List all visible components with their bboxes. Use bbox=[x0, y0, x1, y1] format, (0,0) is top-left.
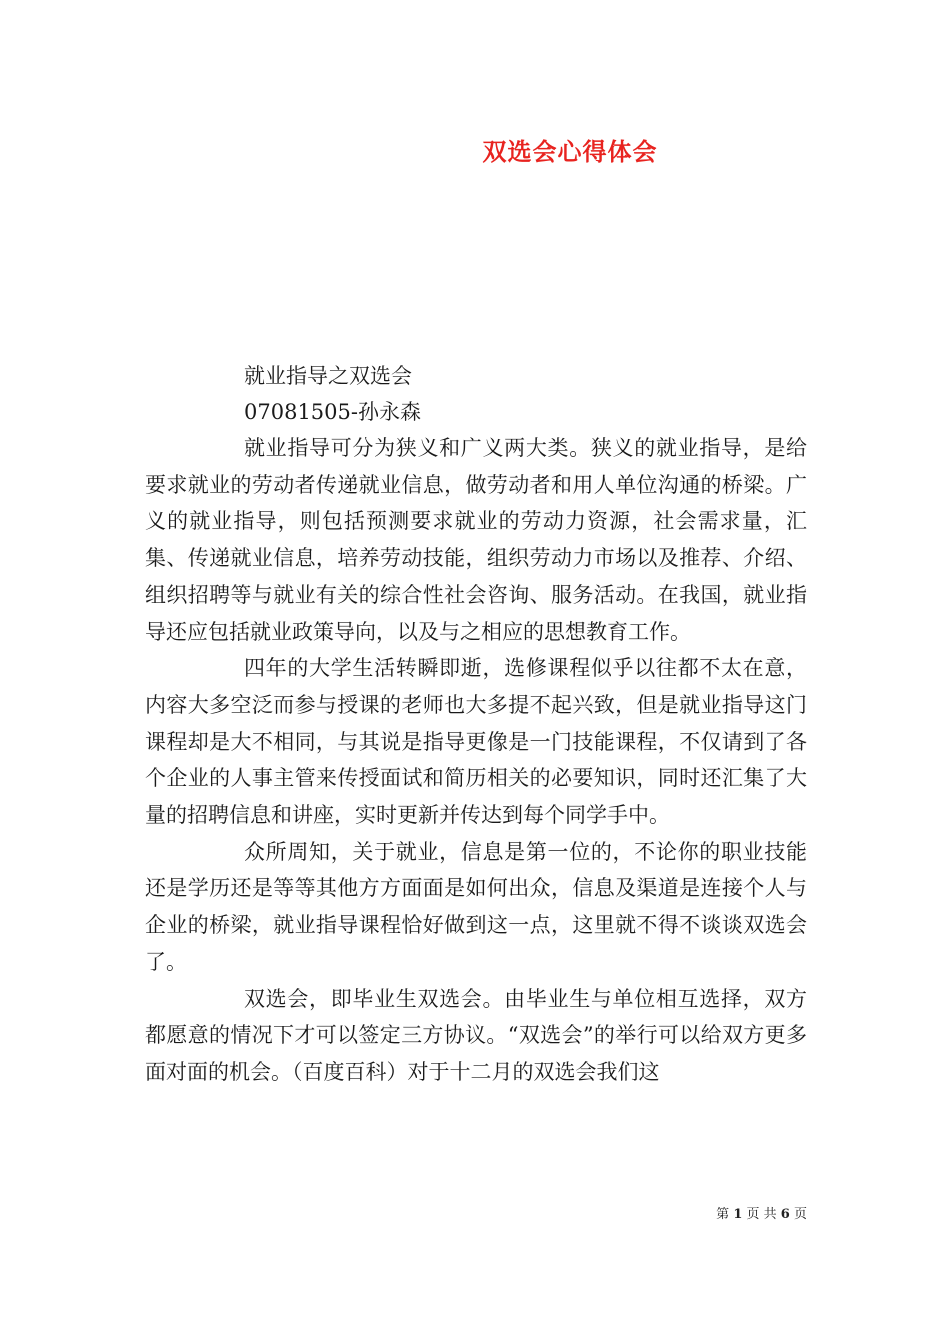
document-body bbox=[145, 430, 807, 1091]
footer-total-pages: 6 bbox=[780, 1207, 790, 1222]
document-subtitle: 就业指导之双选会 bbox=[244, 364, 412, 388]
paragraph-4: 双选会，即毕业生双选会。由毕业生与单位相互选择，双方都愿意的情况下才可以签定三方协议。“双选会”的举行可以给双方更多面对面的机会。（百度百科）对于十二月的双选会我们这 bbox=[145, 986, 807, 1084]
footer-suffix: 页 bbox=[793, 1207, 807, 1222]
footer-middle: 页 共 bbox=[746, 1207, 777, 1222]
footer-current-page: 1 bbox=[733, 1207, 743, 1222]
paragraph-2: 四年的大学生活转瞬即逝，选修课程似乎以往都不太在意，内容大多空泛而参与授课的老师也大多提不起兴致，但是就业指导这门课程却是大不相同，与其说是指导更像是一门技能课程，不仅请到了各个企业的人事主管来传授面试和简历相关的必要知识，同时还汇集了大量的招聘信息和讲座，实时更新并传达到每个同学手中。 bbox=[145, 656, 807, 828]
document-title: 双选会心得体会 bbox=[482, 137, 658, 166]
paragraph-1: 就业指导可分为狭义和广义两大类。狭义的就业指导，是给要求就业的劳动者传递就业信息，做劳动者和用人单位沟通的桥梁。广义的就业指导，则包括预测要求就业的劳动力资源，社会需求量，汇集、传递就业信息，培养劳动技能，组织劳动力市场以及推荐、介绍、组织招聘等与就业有关的综合性社会咨询、服务活动。在我国，就业指导还应包括就业政策导向，以及与之相应的思想教育工作。 bbox=[145, 436, 807, 644]
footer-prefix: 第 bbox=[716, 1207, 730, 1222]
page-footer bbox=[716, 1203, 807, 1222]
paragraph-3: 众所周知，关于就业，信息是第一位的，不论你的职业技能还是学历还是等等其他方方面面是如何出众，信息及渠道是连接个人与企业的桥梁，就业指导课程恰好做到这一点，这里就不得不谈谈双选会了。 bbox=[145, 839, 807, 974]
author-line: 07081505-孙永森 bbox=[244, 400, 421, 424]
